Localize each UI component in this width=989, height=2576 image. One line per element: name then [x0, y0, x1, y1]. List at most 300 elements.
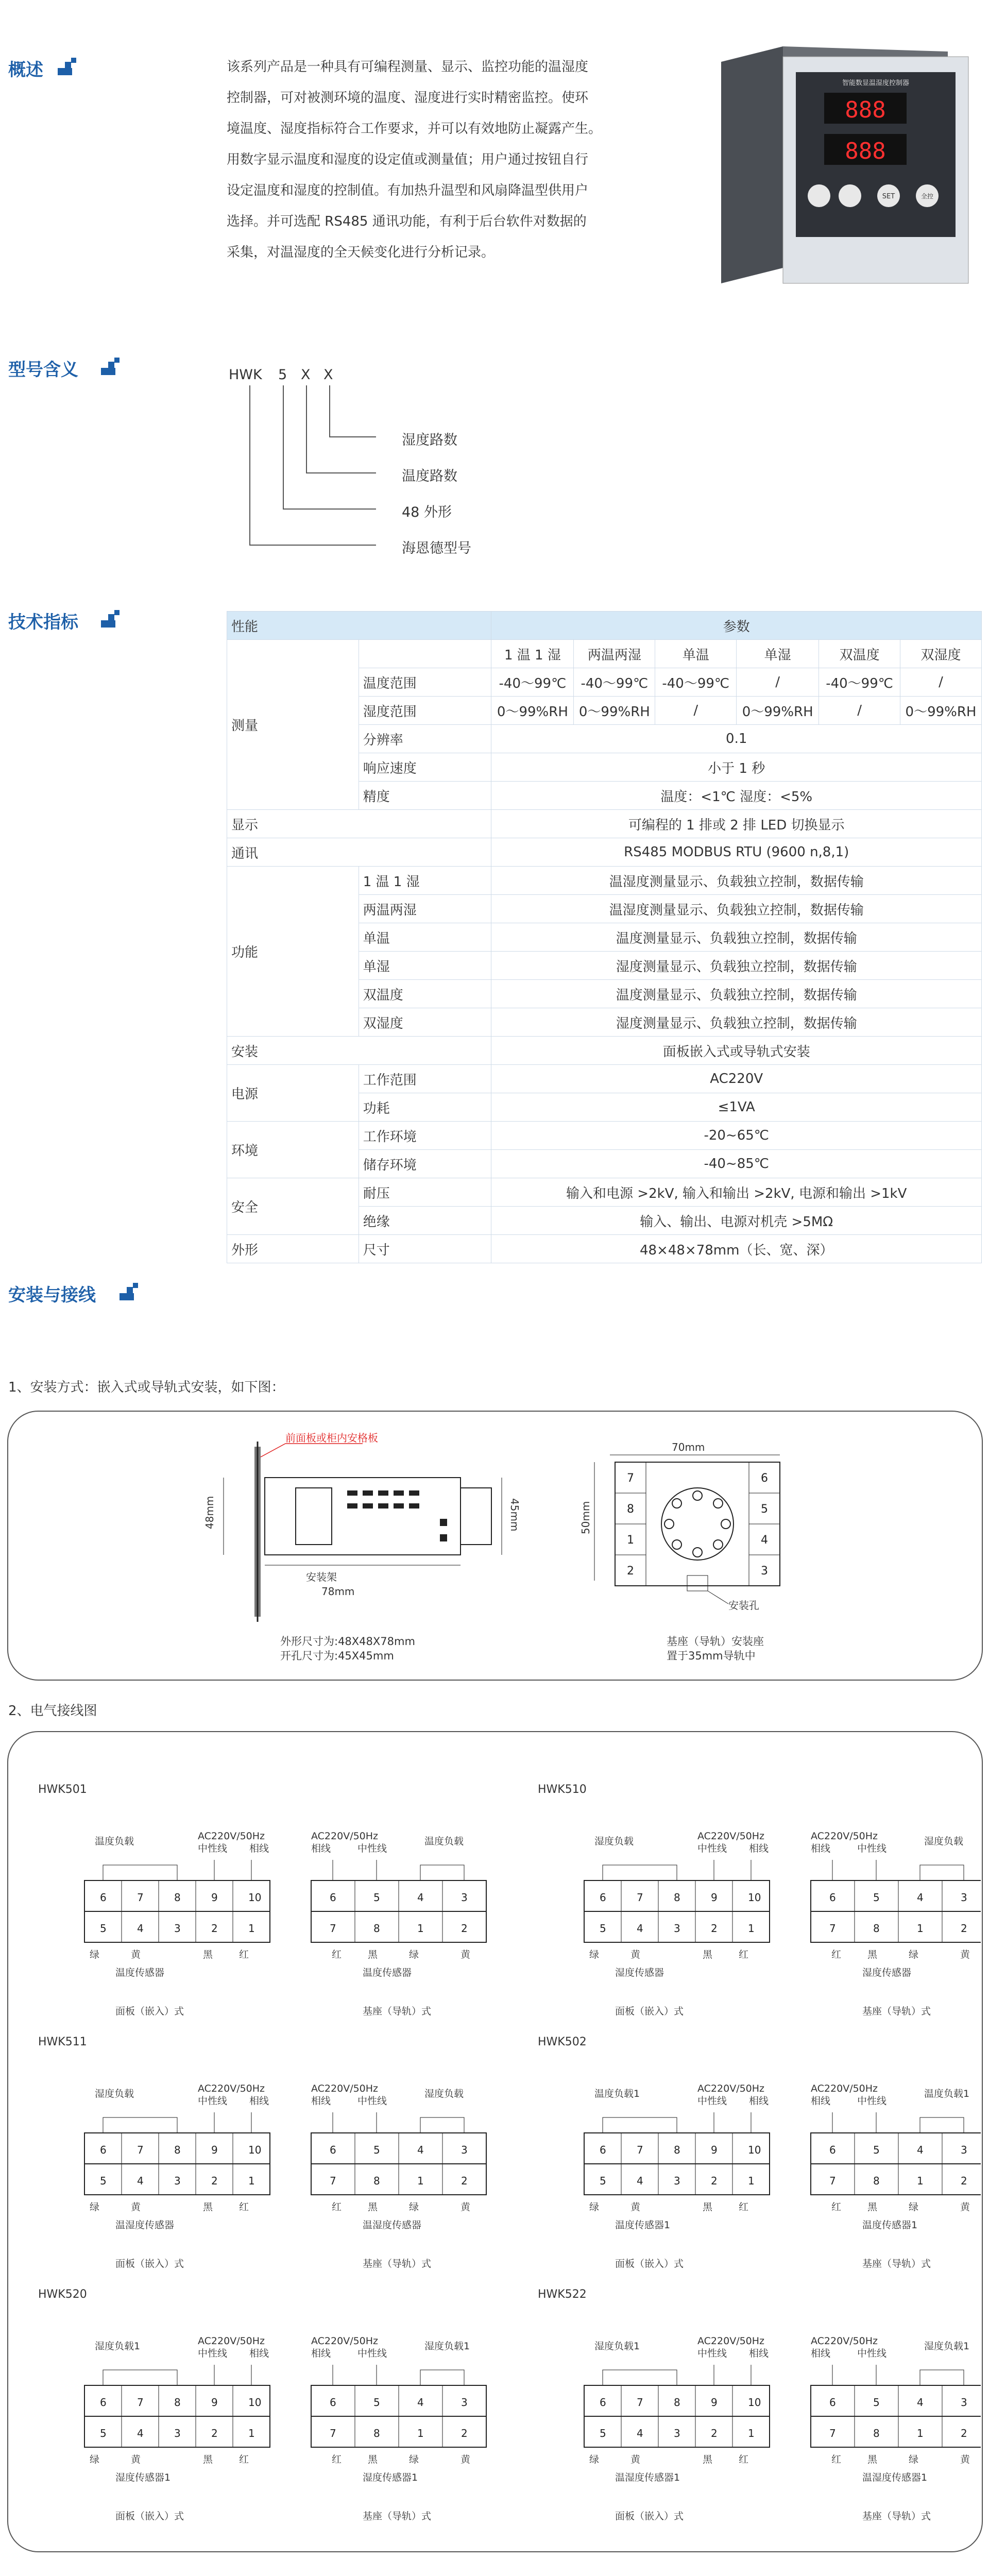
- spec-subheader: 双温度: [819, 640, 900, 668]
- sensor-label: 湿度传感器1: [363, 2472, 418, 2483]
- title-square-icon: [120, 1283, 140, 1303]
- power-label: AC220V/50Hz: [697, 2083, 765, 2094]
- phase-label: 相线: [811, 2348, 831, 2359]
- terminal-label: 10: [748, 2396, 761, 2409]
- load-label: 温度负载1: [924, 2088, 970, 2099]
- spec-cell: /: [900, 668, 982, 697]
- terminal-label: 6: [600, 2144, 606, 2156]
- spec-accuracy-label: 精度: [359, 782, 491, 810]
- terminal-label: 8: [674, 2396, 680, 2409]
- model-name: HWK502: [538, 2036, 587, 2048]
- base-terminal-label: 6: [330, 2144, 336, 2156]
- spec-header-param: 参数: [491, 612, 982, 640]
- model-code-hwk: HWK: [229, 367, 262, 383]
- wire-color: 红: [831, 2201, 842, 2213]
- terminal-label: 6: [600, 2396, 606, 2409]
- wire-color: 绿: [589, 2201, 600, 2213]
- terminal-label: 7: [637, 2396, 643, 2409]
- terminal-label: 10: [248, 2396, 262, 2409]
- phase-label: 相线: [249, 1843, 269, 1854]
- table-row: [227, 810, 982, 838]
- spec-power-label: 电源: [227, 1065, 359, 1122]
- spec-header-perf: 性能: [227, 612, 491, 640]
- load-wire: [603, 2117, 677, 2133]
- terminal-label: 9: [711, 2144, 718, 2156]
- wire-color: 红: [332, 2454, 342, 2465]
- load-wire: [420, 2370, 464, 2385]
- terminal-label: 8: [174, 2396, 181, 2409]
- table-row: [227, 867, 982, 895]
- terminal-label: 10: [248, 1891, 262, 1904]
- power-label: AC220V/50Hz: [697, 1831, 765, 1842]
- panel-caption: 面板（嵌入）式: [615, 2511, 684, 2522]
- base-caption: 基座（导轨）式: [862, 2258, 931, 2269]
- spec-temp-range-label: 温度范围: [359, 668, 491, 697]
- terminal-label: 1: [248, 2427, 255, 2439]
- terminal-label: 4: [637, 2175, 643, 2187]
- model-leader-lines: [242, 385, 397, 555]
- spec-cell: -40～99℃: [655, 668, 737, 697]
- spec-cell: 0～99%RH: [491, 697, 574, 725]
- display-bottom-digits: 888: [845, 138, 886, 164]
- base-terminal-label: 1: [917, 2427, 924, 2439]
- spec-power-cons-value: ≤1VA: [491, 1093, 982, 1122]
- wiring-title: 安装与接线: [8, 1285, 96, 1306]
- base-terminal-label: 2: [461, 1922, 468, 1935]
- overview-line: 控制器，可对被测环境的温度、湿度进行实时精密监控。使环: [227, 90, 589, 106]
- spec-power-range-label: 工作范围: [359, 1065, 491, 1093]
- power-label: AC220V/50Hz: [198, 1831, 265, 1842]
- wire-color: 绿: [909, 1949, 919, 1960]
- terminal-label: 7: [137, 2144, 144, 2156]
- panel-caption: 面板（嵌入）式: [615, 2006, 684, 2017]
- wire-color: 黄: [960, 2454, 970, 2465]
- terminal-label: 6: [100, 2144, 107, 2156]
- terminal-label: 3: [174, 2175, 181, 2187]
- spec-env-work-value: -20~65℃: [491, 1122, 982, 1150]
- load-wire: [920, 1865, 964, 1880]
- sensor-label: 温湿度传感器1: [615, 2472, 680, 2483]
- spec-humid-range-label: 湿度范围: [359, 697, 491, 725]
- wire-color: 红: [739, 1949, 749, 1960]
- phase-label: 相线: [249, 2095, 269, 2107]
- terminal-label: 2: [211, 2427, 218, 2439]
- spec-env-label: 环境: [227, 1122, 359, 1178]
- terminal-label: 9: [211, 2144, 218, 2156]
- spec-title: 技术指标: [8, 612, 78, 633]
- phase-label: 相线: [311, 2095, 331, 2107]
- model-code-x2: X: [323, 367, 333, 383]
- base-terminal-label: 4: [917, 2144, 924, 2156]
- wire-color: 黄: [630, 1949, 641, 1960]
- wire-color: 黑: [867, 2454, 878, 2465]
- terminal-label: 5: [600, 1922, 606, 1935]
- terminal-label: 4: [137, 2427, 144, 2439]
- terminal-label: 5: [600, 2175, 606, 2187]
- spec-cell: 0～99%RH: [737, 697, 819, 725]
- power-label: AC220V/50Hz: [811, 2335, 878, 2347]
- overview-text: [227, 52, 664, 268]
- phase-label: 相线: [749, 1843, 769, 1854]
- load-wire: [603, 1865, 677, 1880]
- base-caption2: 置于35mm导轨中: [667, 1650, 756, 1662]
- spec-cell: 0～99%RH: [574, 697, 655, 725]
- sensor-label: 温度传感器1: [615, 2219, 671, 2231]
- spec-insulation-value: 输入、输出、电源对机壳 >5MΩ: [491, 1207, 982, 1235]
- base-terminal-label: 5: [373, 2144, 380, 2156]
- spec-subheader: 单湿: [737, 640, 819, 668]
- table-row: [227, 1122, 982, 1150]
- terminal-label: 2: [211, 2175, 218, 2187]
- power-label: AC220V/50Hz: [311, 2335, 379, 2347]
- base-terminal-label: 2: [461, 2175, 468, 2187]
- power-label: AC220V/50Hz: [811, 1831, 878, 1842]
- wire-color: 黄: [630, 2454, 641, 2465]
- phase-label: 相线: [311, 1843, 331, 1854]
- terminal-label: 4: [137, 2175, 144, 2187]
- base-terminal-label: 7: [330, 2175, 336, 2187]
- spec-cell: -40～99℃: [491, 668, 574, 697]
- wire-color: 绿: [409, 1949, 419, 1960]
- spec-cell: -40～99℃: [574, 668, 655, 697]
- base-terminal-label: 2: [961, 2427, 967, 2439]
- terminal-label: 1: [748, 2175, 755, 2187]
- overview-line: 设定温度和湿度的控制值。有加热升温型和风扇降温型供用户: [227, 183, 589, 198]
- base-terminal-label: 6: [829, 2144, 836, 2156]
- base-terminal-label: 2: [461, 2427, 468, 2439]
- spec-withstand-value: 输入和电源 >2kV, 输入和输出 >2kV, 电源和输出 >1kV: [491, 1178, 982, 1207]
- device-button-all-label: 全控: [920, 193, 934, 200]
- wire-color: 黄: [960, 1949, 970, 1960]
- spec-withstand-label: 耐压: [359, 1178, 491, 1207]
- overview-line: 采集，对温湿度的全天候变化进行分析记录。: [227, 245, 495, 260]
- model-name: HWK522: [538, 2288, 587, 2301]
- spec-env-store-label: 储存环境: [359, 1150, 491, 1178]
- device-side: [721, 46, 783, 283]
- terminal-label: 6: [100, 1891, 107, 1904]
- terminal-label: 4: [637, 1922, 643, 1935]
- wire-color: 红: [831, 1949, 842, 1960]
- base-caption: 基座（导轨）式: [363, 2006, 432, 2017]
- title-square-icon: [101, 358, 122, 378]
- power-label: AC220V/50Hz: [311, 2083, 379, 2094]
- spec-function-desc: 湿度测量显示、负载独立控制，数据传输: [491, 1008, 982, 1037]
- model-label-temp: 温度路数: [402, 468, 457, 484]
- load-wire: [103, 2117, 177, 2133]
- spec-table: [227, 611, 982, 1263]
- wire-color: 绿: [909, 2201, 919, 2213]
- model-label-brand: 海恩德型号: [402, 540, 471, 556]
- electric-note: 2、电气接线图: [8, 1703, 97, 1719]
- terminal-label: 1: [248, 1922, 255, 1935]
- base-term: 1: [627, 1534, 634, 1547]
- spec-function-name: 两温两湿: [359, 895, 491, 923]
- base-terminal-label: 8: [873, 2427, 880, 2439]
- base-term: 6: [761, 1472, 768, 1485]
- phase-label: 相线: [749, 2095, 769, 2107]
- base-terminal-label: 5: [373, 1891, 380, 1904]
- sensor-label: 温度传感器: [115, 1967, 165, 1978]
- base-term: 3: [761, 1565, 768, 1578]
- base-terminal-label: 8: [373, 1922, 380, 1935]
- terminal-label: 10: [748, 2144, 761, 2156]
- spec-resolution-value: 0.1: [491, 725, 982, 753]
- wire-color: 绿: [409, 2201, 419, 2213]
- spec-insulation-label: 绝缘: [359, 1207, 491, 1235]
- base-caption: 基座（导轨）式: [862, 2511, 931, 2522]
- terminal-label: 7: [637, 1891, 643, 1904]
- terminal-label: 1: [248, 2175, 255, 2187]
- model-name: HWK510: [538, 1783, 587, 1796]
- base-terminal-label: 3: [961, 2144, 967, 2156]
- spec-function-desc: 温湿度测量显示、负载独立控制，数据传输: [491, 895, 982, 923]
- sensor-label: 温湿度传感器: [363, 2219, 422, 2231]
- wire-color: 黄: [461, 1949, 471, 1960]
- wire-color: 黄: [461, 2201, 471, 2213]
- power-label: AC220V/50Hz: [311, 1831, 379, 1842]
- sensor-label: 湿度传感器1: [115, 2472, 171, 2483]
- panel-caption: 面板（嵌入）式: [115, 2511, 184, 2522]
- wire-color: 黑: [867, 2201, 878, 2213]
- wire-color: 黑: [703, 1949, 713, 1960]
- base-caption1: 基座（导轨）安装座: [667, 1635, 764, 1648]
- load-label: 湿度负载1: [594, 2341, 640, 2352]
- terminal-label: 8: [674, 2144, 680, 2156]
- terminal-label: 9: [211, 1891, 218, 1904]
- spec-response-label: 响应速度: [359, 753, 491, 782]
- meter-body: [265, 1478, 461, 1555]
- table-row: [227, 1037, 982, 1065]
- base-terminal-label: 8: [373, 2175, 380, 2187]
- wire-color: 红: [332, 2201, 342, 2213]
- power-label: AC220V/50Hz: [198, 2335, 265, 2347]
- wire-color: 黑: [368, 2454, 378, 2465]
- spec-function-name: 1 温 1 湿: [359, 867, 491, 895]
- base-terminal-label: 2: [961, 1922, 967, 1935]
- model-label-shape: 48 外形: [402, 504, 452, 520]
- wire-color: 红: [739, 2454, 749, 2465]
- terminal-label: 3: [674, 1922, 680, 1935]
- load-label: 湿度负载: [594, 1836, 634, 1847]
- wire-color: 绿: [90, 2201, 100, 2213]
- wire-color: 红: [239, 1949, 249, 1960]
- panel-caption: 面板（嵌入）式: [115, 2258, 184, 2269]
- base-width: 70mm: [672, 1441, 705, 1453]
- terminal-label: 8: [174, 1891, 181, 1904]
- load-wire: [603, 2370, 677, 2385]
- wire-color: 黑: [368, 1949, 378, 1960]
- wire-color: 黄: [131, 2454, 141, 2465]
- panel-label: 前面板或柜内安格板: [285, 1432, 378, 1444]
- neutral-label: 中性线: [857, 1843, 887, 1854]
- wire-color: 黄: [630, 2201, 641, 2213]
- wire-color: 红: [332, 1949, 342, 1960]
- wire-color: 黄: [461, 2454, 471, 2465]
- base-caption: 基座（导轨）式: [363, 2258, 432, 2269]
- terminal-label: 7: [137, 2396, 144, 2409]
- model-name: HWK511: [38, 2036, 87, 2048]
- spec-resolution-label: 分辨率: [359, 725, 491, 753]
- base-terminal-label: 5: [373, 2396, 380, 2409]
- spec-shape-label: 外形: [227, 1235, 359, 1263]
- spec-display-value: 可编程的 1 排或 2 排 LED 切换显示: [491, 810, 982, 838]
- base-terminal-label: 7: [829, 1922, 836, 1935]
- base-terminal-label: 3: [461, 2144, 468, 2156]
- wire-color: 黄: [960, 2201, 970, 2213]
- spec-subheader: 1 温 1 湿: [491, 640, 574, 668]
- load-label: 湿度负载1: [424, 2341, 470, 2352]
- spec-subheader: 单温: [655, 640, 737, 668]
- sensor-label: 湿度传感器: [615, 1967, 664, 1978]
- phase-label: 相线: [249, 2348, 269, 2359]
- spec-cell: 0～99%RH: [900, 697, 982, 725]
- phase-label: 相线: [811, 2095, 831, 2107]
- terminal-label: 5: [600, 2427, 606, 2439]
- bracket-label: 安装架: [306, 1571, 337, 1583]
- sensor-label: 湿度传感器: [862, 1967, 912, 1978]
- spec-measure-label: 测量: [227, 640, 359, 810]
- spec-function-name: 双温度: [359, 980, 491, 1008]
- base-terminal-label: 7: [330, 2427, 336, 2439]
- base-terminal-label: 7: [829, 2175, 836, 2187]
- base-terminal-label: 5: [873, 2396, 880, 2409]
- spec-env-work-label: 工作环境: [359, 1122, 491, 1150]
- load-wire: [920, 2117, 964, 2133]
- spec-response-value: 小于 1 秒: [491, 753, 982, 782]
- spec-function-desc: 温度测量显示、负载独立控制，数据传输: [491, 980, 982, 1008]
- spec-install-label: 安装: [227, 1037, 491, 1065]
- base-terminal-label: 3: [461, 1891, 468, 1904]
- wire-color: 黑: [867, 1949, 878, 1960]
- neutral-label: 中性线: [198, 1843, 228, 1854]
- neutral-label: 中性线: [198, 2095, 228, 2107]
- base-term: 5: [761, 1503, 768, 1516]
- terminal-label: 7: [137, 1891, 144, 1904]
- overview-line: 用数字显示温度和湿度的设定值或测量值；用户通过按钮自行: [227, 152, 589, 167]
- table-row: [227, 1178, 982, 1207]
- terminal-label: 10: [748, 1891, 761, 1904]
- spec-function-label: 功能: [227, 867, 359, 1037]
- base-terminal-label: 3: [961, 1891, 967, 1904]
- base-terminal-label: 1: [417, 1922, 424, 1935]
- phase-label: 相线: [311, 2348, 331, 2359]
- wire-color: 黑: [703, 2454, 713, 2465]
- spec-size-label: 尺寸: [359, 1235, 491, 1263]
- terminal-label: 9: [711, 1891, 718, 1904]
- sensor-label: 温度传感器: [363, 1967, 412, 1978]
- device-button-set-label: SET: [882, 193, 895, 200]
- overview-line: 该系列产品是一种具有可编程测量、显示、监控功能的温湿度: [227, 59, 589, 75]
- load-label: 湿度负载: [424, 2088, 464, 2099]
- dim-48: 48mm: [203, 1496, 216, 1529]
- spec-accuracy-value: 温度：<1℃ 湿度：<5%: [491, 782, 982, 810]
- base-terminal-label: 3: [461, 2396, 468, 2409]
- spec-function-desc: 温度测量显示、负载独立控制，数据传输: [491, 923, 982, 952]
- base-terminal-label: 5: [873, 1891, 880, 1904]
- table-row: [227, 612, 982, 640]
- device-photo: [711, 41, 979, 309]
- spec-power-range-value: AC220V: [491, 1065, 982, 1093]
- wire-color: 绿: [409, 2454, 419, 2465]
- base-terminal-label: 1: [417, 2175, 424, 2187]
- terminal-label: 8: [674, 1891, 680, 1904]
- neutral-label: 中性线: [198, 2348, 228, 2359]
- spec-power-cons-label: 功耗: [359, 1093, 491, 1122]
- terminal-label: 4: [137, 1922, 144, 1935]
- spec-size-value: 48×48×78mm（长、宽、深）: [491, 1235, 982, 1263]
- spec-env-store-value: -40~85℃: [491, 1150, 982, 1178]
- model-code-5: 5: [278, 367, 287, 383]
- panel-caption: 面板（嵌入）式: [615, 2258, 684, 2269]
- model-name: HWK520: [38, 2288, 87, 2301]
- base-terminal-label: 6: [829, 1891, 836, 1904]
- base-terminal-label: 6: [829, 2396, 836, 2409]
- device-button-down: [839, 184, 861, 207]
- terminal-label: 1: [748, 1922, 755, 1935]
- title-square-icon: [101, 610, 122, 631]
- terminal-label: 6: [600, 1891, 606, 1904]
- base-terminal-label: 2: [961, 2175, 967, 2187]
- base-term: 8: [627, 1503, 634, 1516]
- load-wire: [103, 2370, 177, 2385]
- model-name: HWK501: [38, 1783, 87, 1796]
- overview-title: 概述: [8, 60, 43, 80]
- base-terminal-label: 4: [917, 2396, 924, 2409]
- device-panel-title: 智能数显温湿度控制器: [842, 79, 910, 87]
- base-terminal-label: 5: [873, 2144, 880, 2156]
- load-label: 湿度负载1: [924, 2341, 970, 2352]
- spec-cell: /: [737, 668, 819, 697]
- base-caption: 基座（导轨）式: [862, 2006, 931, 2017]
- model-title: 型号含义: [8, 360, 78, 380]
- base-terminal-label: 8: [873, 2175, 880, 2187]
- terminal-label: 8: [174, 2144, 181, 2156]
- wire-color: 绿: [589, 1949, 600, 1960]
- load-wire: [920, 2370, 964, 2385]
- sensor-label: 温湿度传感器: [115, 2219, 175, 2231]
- terminal-label: 9: [711, 2396, 718, 2409]
- terminal-label: 2: [211, 1922, 218, 1935]
- power-label: AC220V/50Hz: [811, 2083, 878, 2094]
- base-term: 4: [761, 1534, 768, 1547]
- terminal-label: 2: [711, 1922, 718, 1935]
- phase-label: 相线: [749, 2348, 769, 2359]
- load-label: 湿度负载1: [95, 2341, 141, 2352]
- base-terminal-label: 6: [330, 1891, 336, 1904]
- phase-label: 相线: [811, 1843, 831, 1854]
- mount-caption1: 外形尺寸为:48X48X78mm: [280, 1635, 415, 1648]
- spec-comm-label: 通讯: [227, 838, 491, 867]
- title-square-icon: [58, 58, 78, 78]
- spec-cell: /: [655, 697, 737, 725]
- base-caption: 基座（导轨）式: [363, 2511, 432, 2522]
- load-label: 湿度负载: [924, 1836, 964, 1847]
- base-terminal-label: 1: [917, 2175, 924, 2187]
- load-label: 温度负载: [424, 1836, 464, 1847]
- load-label: 温度负载1: [594, 2088, 640, 2099]
- load-wire: [103, 1865, 177, 1880]
- neutral-label: 中性线: [697, 1843, 727, 1854]
- terminal-label: 3: [174, 1922, 181, 1935]
- spec-cell: -40～99℃: [819, 668, 900, 697]
- spec-function-name: 双湿度: [359, 1008, 491, 1037]
- terminal-label: 1: [748, 2427, 755, 2439]
- base-terminal-label: 6: [330, 2396, 336, 2409]
- load-label: 湿度负载: [95, 2088, 134, 2099]
- panel-caption: 面板（嵌入）式: [115, 2006, 184, 2017]
- wire-color: 绿: [909, 2454, 919, 2465]
- terminal-label: 2: [711, 2427, 718, 2439]
